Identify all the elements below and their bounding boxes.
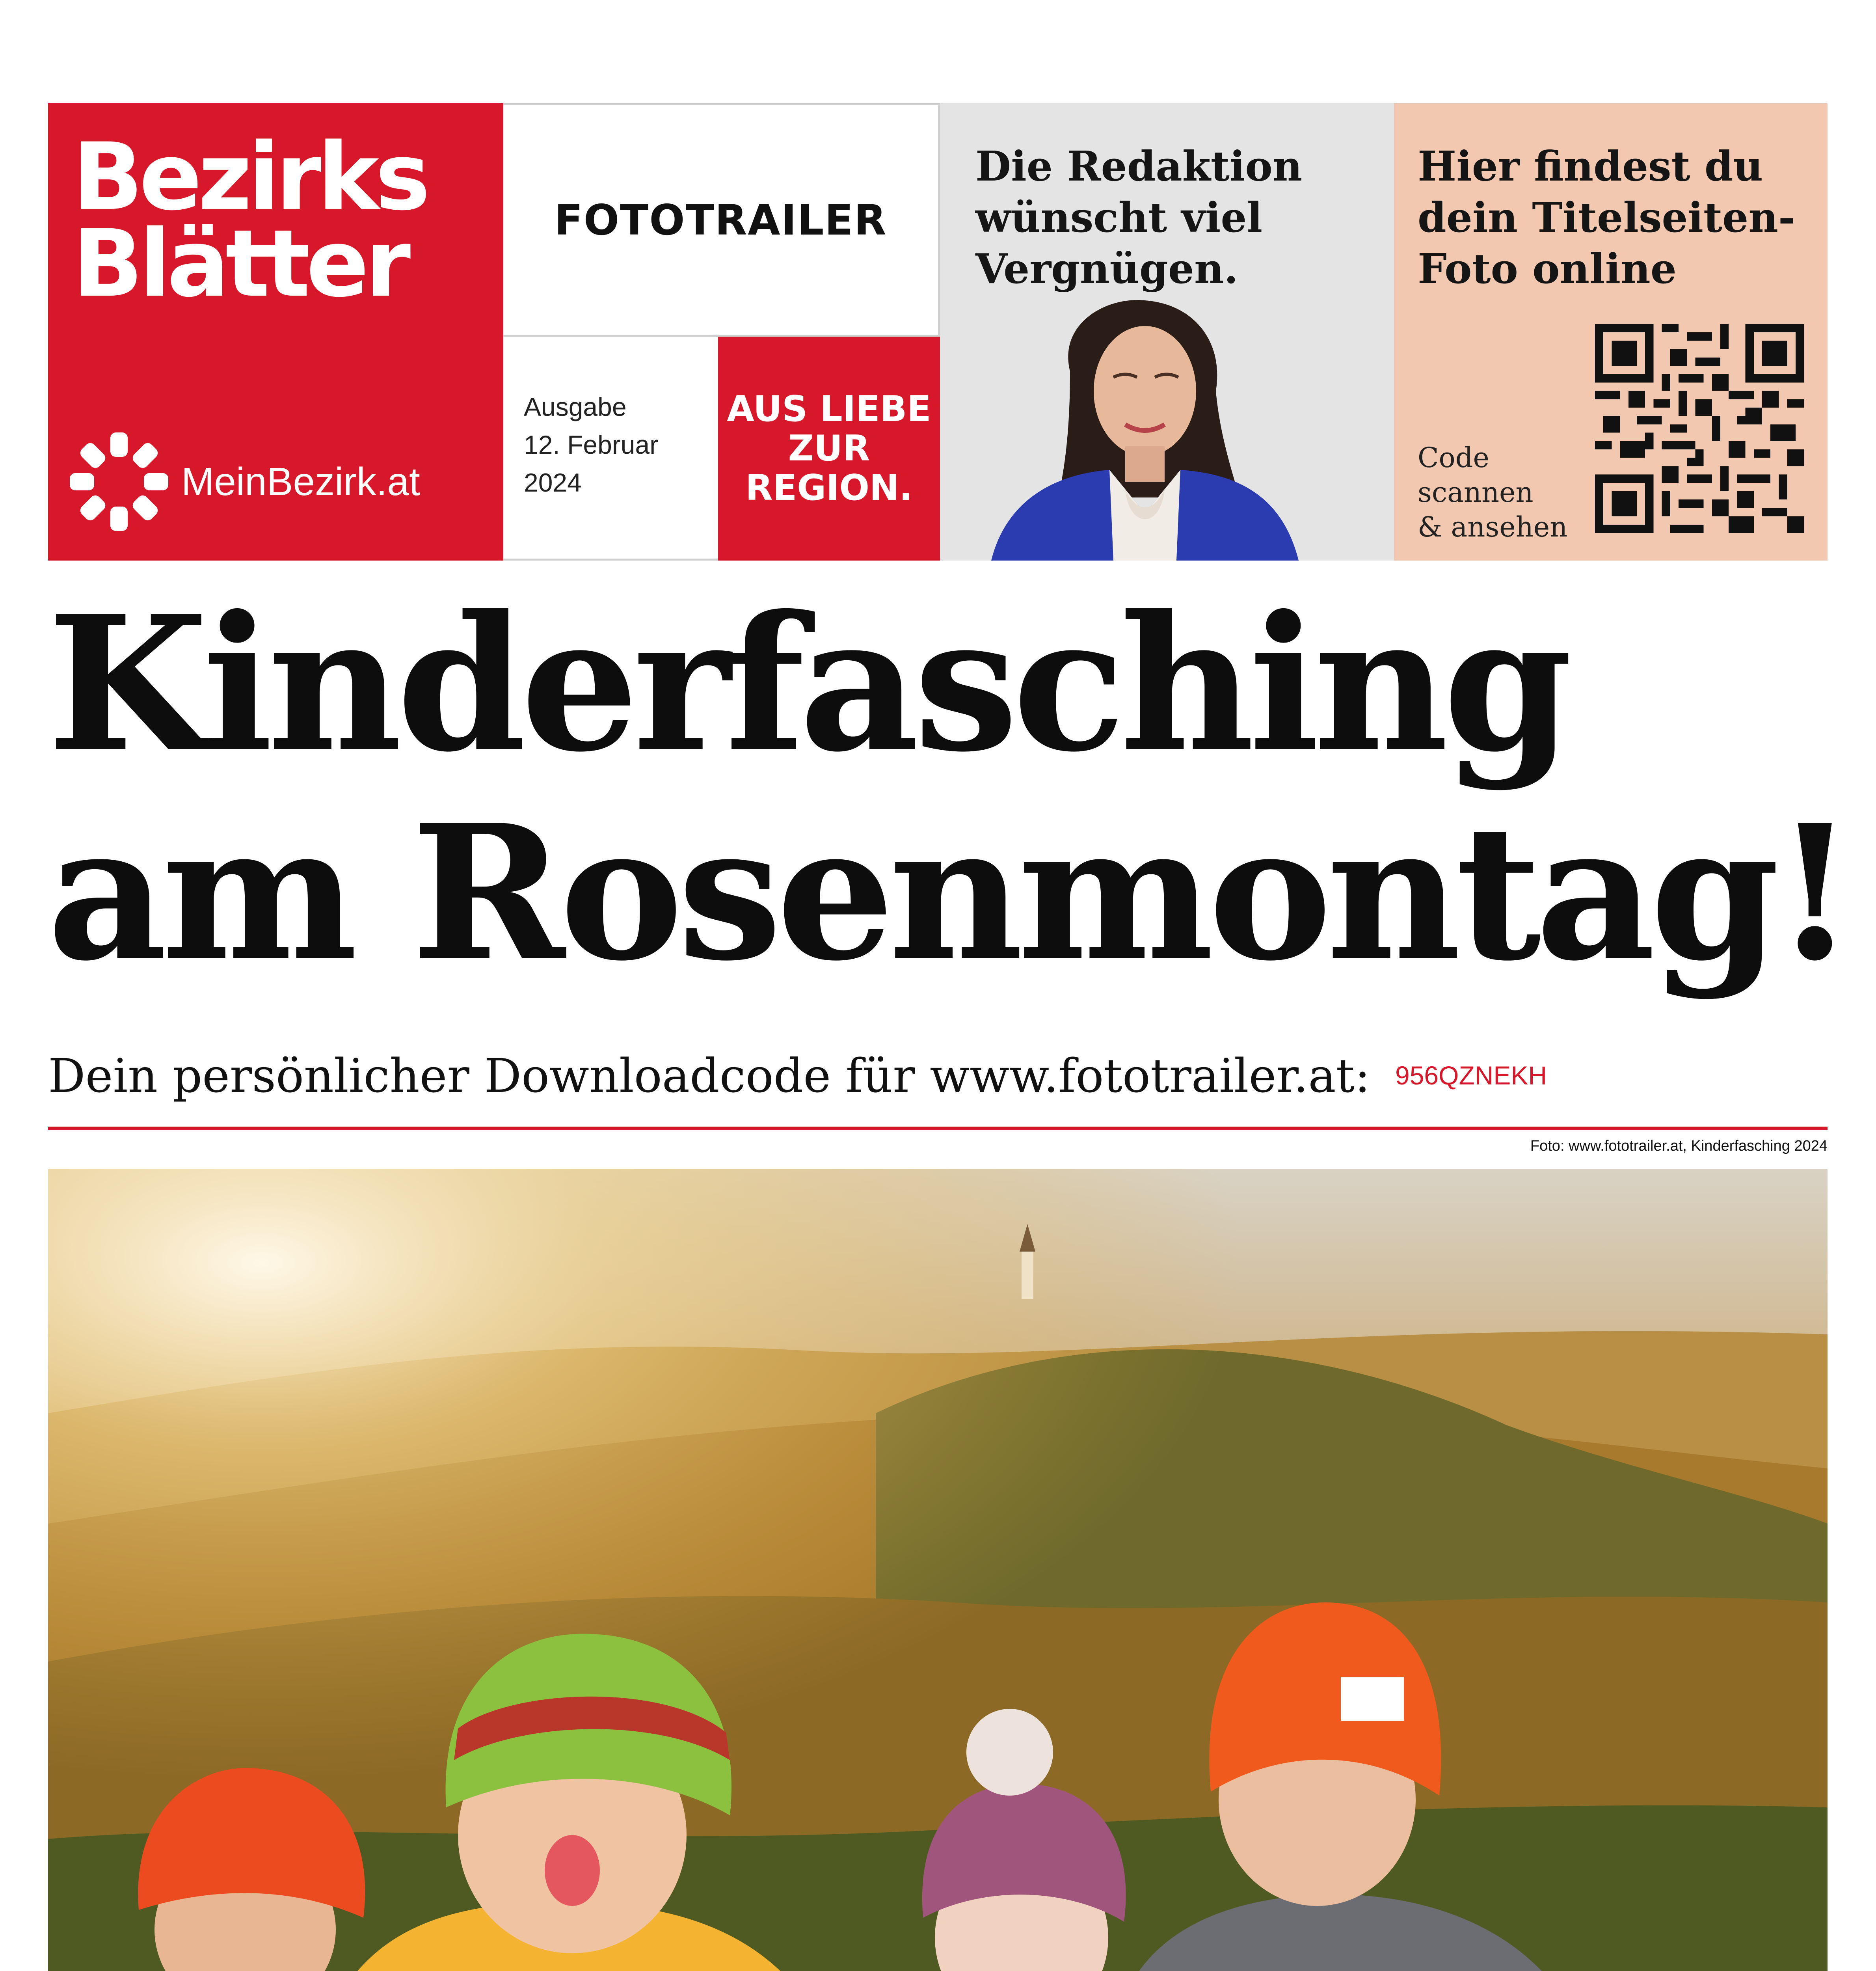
qr-code-icon[interactable] <box>1595 324 1804 533</box>
slogan-line: REGION. <box>745 467 913 509</box>
scan-line: Code <box>1418 442 1489 474</box>
slogan-line: ZUR <box>788 428 870 469</box>
editorial-message <box>975 141 1302 294</box>
logo-word-bezirks: Bezirks <box>73 123 426 231</box>
edition-year: 2024 <box>524 468 582 497</box>
editorial-line: Die Redaktion <box>975 142 1303 190</box>
edition-date: 12. Februar <box>524 430 659 459</box>
scan-line: scannen <box>1418 476 1534 509</box>
fototrailer-label: FOTOTRAILER <box>554 196 887 244</box>
downloadcode-label: Dein persönlicher Downloadcode für www.fototrailer.at: <box>48 1049 1370 1103</box>
online-photo-line: Hier findest du <box>1418 142 1763 190</box>
bezirksblaetter-logo-panel <box>48 103 503 561</box>
scan-line: & ansehen <box>1418 511 1568 543</box>
slogan-line: AUS LIEBE <box>727 388 931 430</box>
online-photo-line: dein Titelseiten- <box>1418 193 1796 242</box>
headline-line: Kinderfasching <box>47 575 1567 793</box>
fototrailer-panel <box>503 103 940 337</box>
online-photo-line: Foto online <box>1418 244 1677 293</box>
editorial-panel <box>940 103 1394 561</box>
meinbezirk-brand <box>68 430 420 533</box>
logo-word-blaetter: Blätter <box>73 210 407 318</box>
headline-line: am Rosenmontag! <box>47 784 1850 1002</box>
scan-instructions <box>1418 440 1567 544</box>
editorial-line: wünscht viel <box>975 193 1263 242</box>
downloadcode-value: 956QZNEKH <box>1395 1061 1547 1090</box>
divider <box>48 1127 1828 1130</box>
photo-credit: Foto: www.fototrailer.at, Kinderfasching 2024 <box>1530 1138 1828 1154</box>
meinbezirk-sun-icon <box>68 430 170 533</box>
online-photo-message <box>1418 141 1795 294</box>
edition-panel <box>503 337 718 561</box>
editorial-line: Vergnügen. <box>975 244 1238 293</box>
online-photo-panel <box>1394 103 1828 561</box>
meinbezirk-label: MeinBezirk.at <box>181 459 420 504</box>
slogan-panel <box>718 337 940 561</box>
edition-label: Ausgabe <box>524 392 627 421</box>
editor-portrait <box>940 292 1394 561</box>
cover-photo <box>48 1169 1828 1971</box>
